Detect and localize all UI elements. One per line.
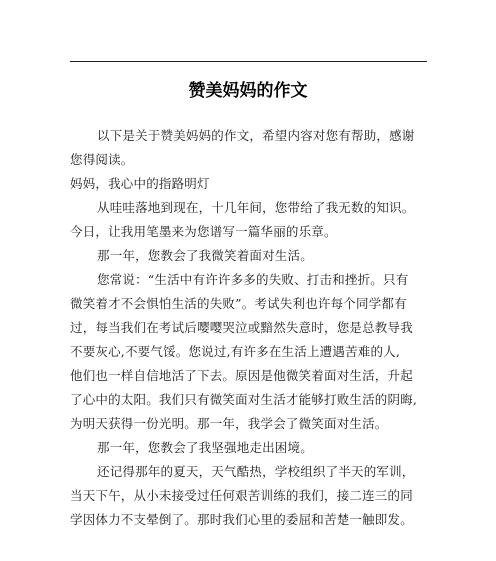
text-line: 他们也一样自信地活了下去。原因是他微笑着面对生活，升起 [70,368,413,383]
document-body [70,124,432,532]
text-line: 学因体力不支晕倒了。那时我们心里的委屈和苦楚一触即发。 [70,512,413,527]
text-line: 今日，让我用笔墨来为您谱写一篇华丽的乐章。 [70,224,337,239]
text-line: 从哇哇落地到现在，十几年间，您带给了我无数的知识。 [97,200,415,215]
text-line: 那一年，您教会了我微笑着面对生活。 [97,248,313,263]
text-line: 不要灰心,不要气馁。您说过,有许多在生活上遭遇苦难的人, [70,344,401,359]
text-line: 以下是关于赞美妈妈的作文，希望内容对您有帮助，感谢 [97,128,415,143]
document-title: 赞美妈妈的作文 [188,81,308,101]
header-rule [70,61,427,62]
text-line: 过，每当我们在考试后嘤嘤哭泣或黯然失意时，您是总教导我 [70,320,413,335]
text-line: 您得阅读。 [70,152,134,167]
text-line: 了心中的太阳。我们只有微笑面对生活才能够打败生活的阴晦, [70,392,418,407]
text-line: 当天下午，从小未接受过任何艰苦训练的我们，接二连三的同 [70,488,413,503]
text-line: 您常说：“生活中有许许多多的失败、打击和挫折。只有 [97,272,409,287]
text-line: 为明天获得一份光明。那一年，我学会了微笑面对生活。 [70,416,388,431]
text-line: 妈妈，我心中的指路明灯 [70,176,210,191]
text-line: 微笑着才不会惧怕生活的失败”。考试失利也许每个同学都有 [70,296,407,311]
text-line: 还记得那年的夏天，天气酷热，学校组织了半天的军训， [97,464,415,479]
text-line: 那一年，您教会了我坚强地走出困境。 [97,440,313,455]
